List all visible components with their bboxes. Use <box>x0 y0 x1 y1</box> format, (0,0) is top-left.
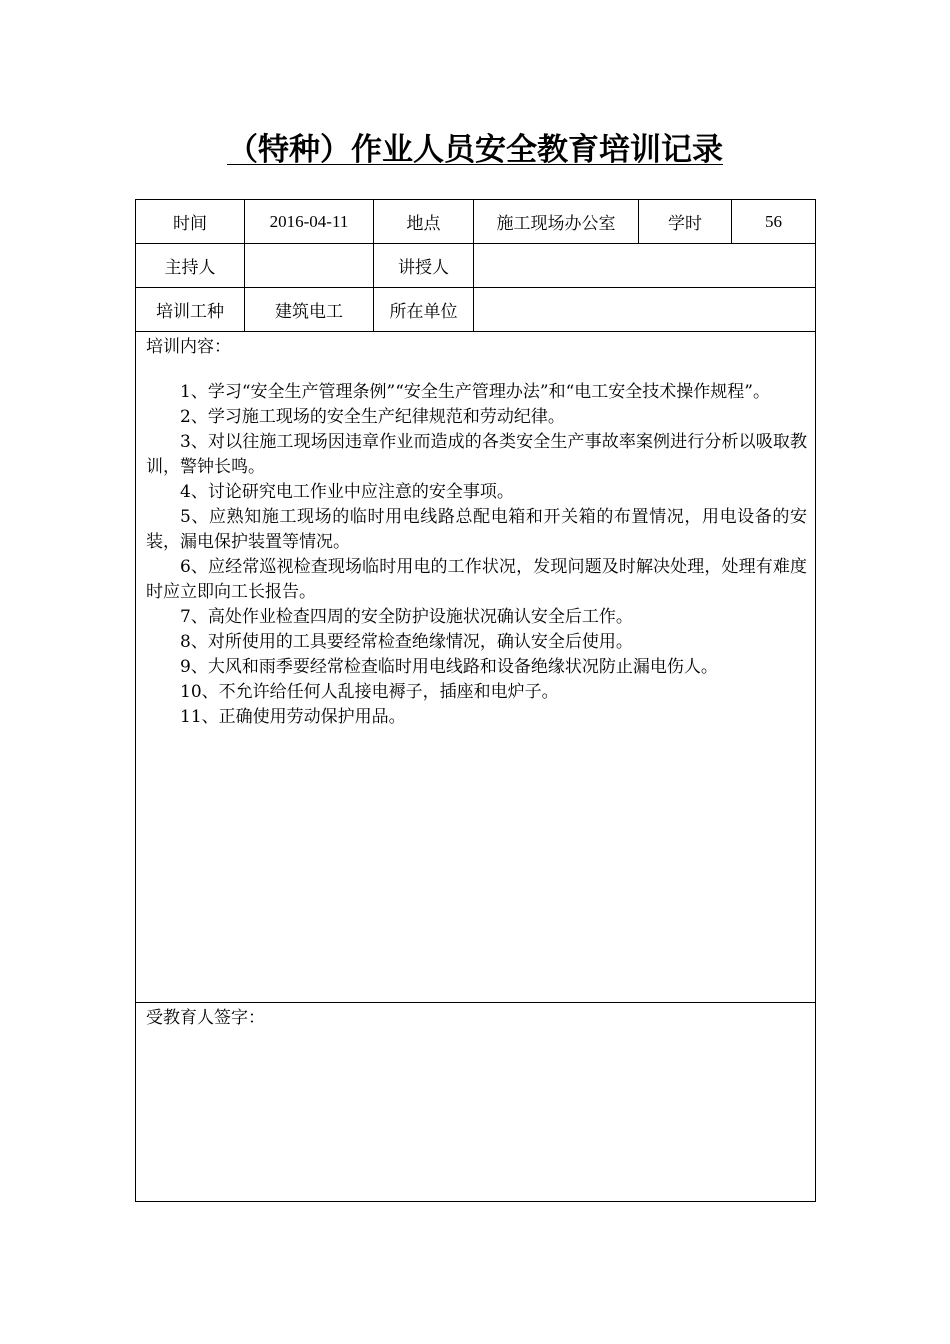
list-item: 7、高处作业检查四周的安全防护设施状况确认安全后工作。 <box>180 607 633 627</box>
signature-cell[interactable] <box>136 1003 816 1202</box>
signature-label: 受教育人签字： <box>146 1008 265 1028</box>
table-row-signature <box>136 1003 816 1202</box>
list-item: 4、讨论研究电工作业中应注意的安全事项。 <box>180 482 514 502</box>
list-item: 3、对以往施工现场因违章作业而造成的各类安全生产事故率案例进行分析以吸取教训，警钟长鸣。 <box>146 432 807 477</box>
training-content-label: 培训内容： <box>146 337 231 357</box>
list-item: 6、应经常巡视检查现场临时用电的工作状况，发现问题及时解决处理，处理有难度时应立即向工长报告。 <box>146 557 807 602</box>
host-value <box>245 244 374 288</box>
hours-value: 56 <box>732 200 816 244</box>
training-content-cell <box>136 332 816 1003</box>
place-value: 施工现场办公室 <box>474 200 639 244</box>
lecturer-value <box>474 244 816 288</box>
table-row-content <box>136 332 816 1003</box>
document-title: （特种）作业人员安全教育培训记录 <box>227 132 723 168</box>
list-item: 1、学习“安全生产管理条例”“安全生产管理办法”和“电工安全技术操作规程”。 <box>180 382 770 402</box>
list-item: 2、学习施工现场的安全生产纪律规范和劳动纪律。 <box>180 407 565 427</box>
list-item: 11、正确使用劳动保护用品。 <box>180 707 406 727</box>
list-item: 9、大风和雨季要经常检查临时用电线路和设备绝缘状况防止漏电伤人。 <box>180 657 718 677</box>
time-value: 2016-04-11 <box>245 200 374 244</box>
training-content-list <box>136 380 815 730</box>
trade-value: 建筑电工 <box>245 288 374 332</box>
table-row-host <box>136 244 816 288</box>
list-item: 8、对所使用的工具要经常检查绝缘情况，确认安全后使用。 <box>180 632 633 652</box>
unit-value <box>474 288 816 332</box>
trade-label: 培训工种 <box>136 288 245 332</box>
hours-label: 学时 <box>639 200 732 244</box>
time-label: 时间 <box>136 200 245 244</box>
list-item: 10、不允许给任何人乱接电褥子，插座和电炉子。 <box>180 682 559 702</box>
host-label: 主持人 <box>136 244 245 288</box>
list-item: 5、应熟知施工现场的临时用电线路总配电箱和开关箱的布置情况，用电设备的安装，漏电保护装置等情况。 <box>146 507 807 552</box>
place-label: 地点 <box>374 200 474 244</box>
lecturer-label: 讲授人 <box>374 244 474 288</box>
training-record-table <box>135 199 816 1202</box>
unit-label: 所在单位 <box>374 288 474 332</box>
table-row-trade <box>136 288 816 332</box>
table-row-time <box>136 200 816 244</box>
